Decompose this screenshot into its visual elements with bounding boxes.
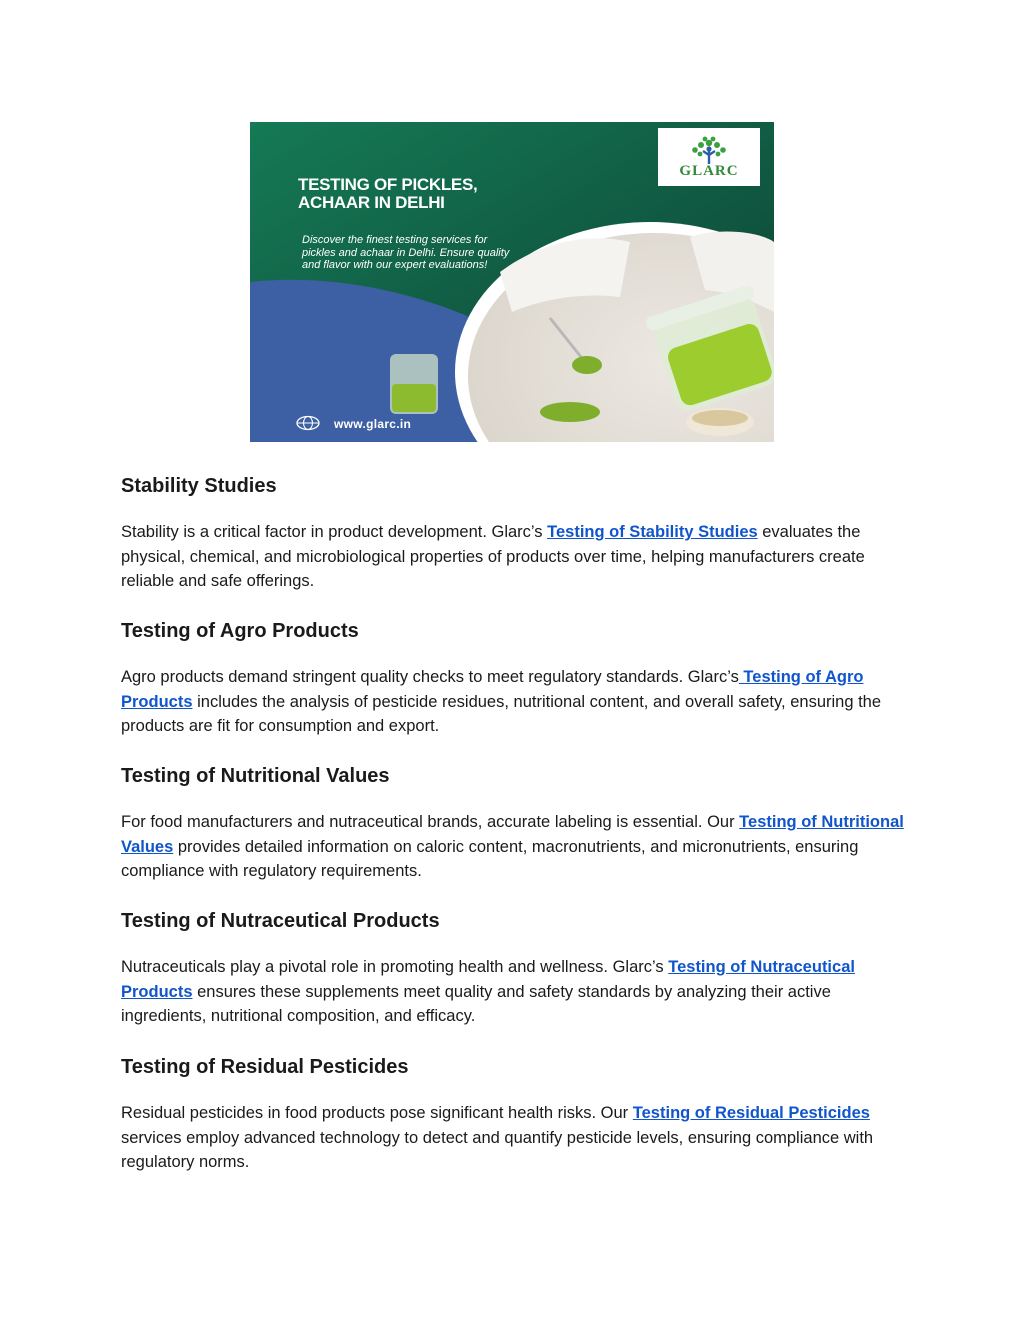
- glarc-logo: [658, 128, 760, 186]
- nutraceutical-products-link[interactable]: Testing of Nutraceutical Products: [121, 958, 855, 1001]
- banner-title-line-1: TESTING OF PICKLES,: [298, 175, 478, 194]
- section-agro-products: [121, 619, 911, 735]
- section-paragraph: [121, 665, 911, 739]
- paragraph-text: includes the analysis of pesticide residues, nutritional content, and overall safety, ensuring the products are fit for consumption and export.: [121, 692, 882, 735]
- paragraph-text: ensures these supplements meet quality and safety standards by analyzing their active ingredients, nutritional composition, and efficacy.: [121, 982, 831, 1025]
- banner-website-url[interactable]: www.glarc.in: [334, 417, 412, 431]
- paragraph-text: For food manufacturers and nutraceutical brands, accurate labeling is essential. Our: [121, 813, 740, 831]
- banner-title: [298, 176, 568, 212]
- section-heading: Testing of Agro Products: [121, 620, 359, 642]
- paragraph-text: evaluates the physical, chemical, and microbiological properties of products over time, helping manufacturers create reliable and safe offerings.: [121, 523, 865, 590]
- promo-banner: [250, 122, 774, 442]
- section-heading: Testing of Nutraceutical Products: [121, 910, 440, 932]
- section-heading: Testing of Nutritional Values: [121, 765, 390, 787]
- paragraph-text: Nutraceuticals play a pivotal role in promoting health and wellness. Glarc’s: [121, 958, 669, 976]
- paragraph-text: Residual pesticides in food products pose significant health risks. Our: [121, 1104, 633, 1122]
- paragraph-text: services employ advanced technology to detect and quantify pesticide levels, ensuring compliance with regulatory norms.: [121, 1128, 874, 1171]
- section-heading: Stability Studies: [121, 475, 277, 497]
- paragraph-text: Agro products demand stringent quality checks to meet regulatory standards. Glarc’s: [121, 668, 739, 686]
- section-heading: Testing of Residual Pesticides: [121, 1056, 409, 1078]
- section-nutraceutical-products: [121, 909, 911, 1025]
- logo-wordmark: GLARC: [679, 162, 739, 179]
- tree-logo-icon: [685, 135, 733, 165]
- section-paragraph: [121, 955, 911, 1029]
- residual-pesticides-link[interactable]: Testing of Residual Pesticides: [632, 1104, 870, 1122]
- banner-tagline: Discover the finest testing services for pickles and achaar in Delhi. Ensure quality and flavor with our expert evaluations!: [302, 234, 510, 271]
- section-paragraph: [121, 1101, 911, 1175]
- section-paragraph: [121, 810, 911, 884]
- agro-products-link[interactable]: Testing of Agro Products: [121, 668, 864, 711]
- globe-icon: [294, 415, 322, 431]
- paragraph-text: Stability is a critical factor in product development. Glarc’s: [121, 523, 548, 541]
- section-paragraph: [121, 520, 911, 594]
- section-nutritional-values: [121, 764, 911, 880]
- nutritional-values-link[interactable]: Testing of Nutritional Values: [121, 813, 904, 856]
- section-residual-pesticides: [121, 1055, 911, 1171]
- banner-title-line-2: ACHAAR IN DELHI: [298, 193, 445, 212]
- section-stability-studies: [121, 474, 911, 590]
- stability-studies-link[interactable]: Testing of Stability Studies: [547, 523, 758, 541]
- paragraph-text: provides detailed information on caloric content, macronutrients, and micronutrients, ensuring compliance with regulatory requirements.: [121, 837, 859, 880]
